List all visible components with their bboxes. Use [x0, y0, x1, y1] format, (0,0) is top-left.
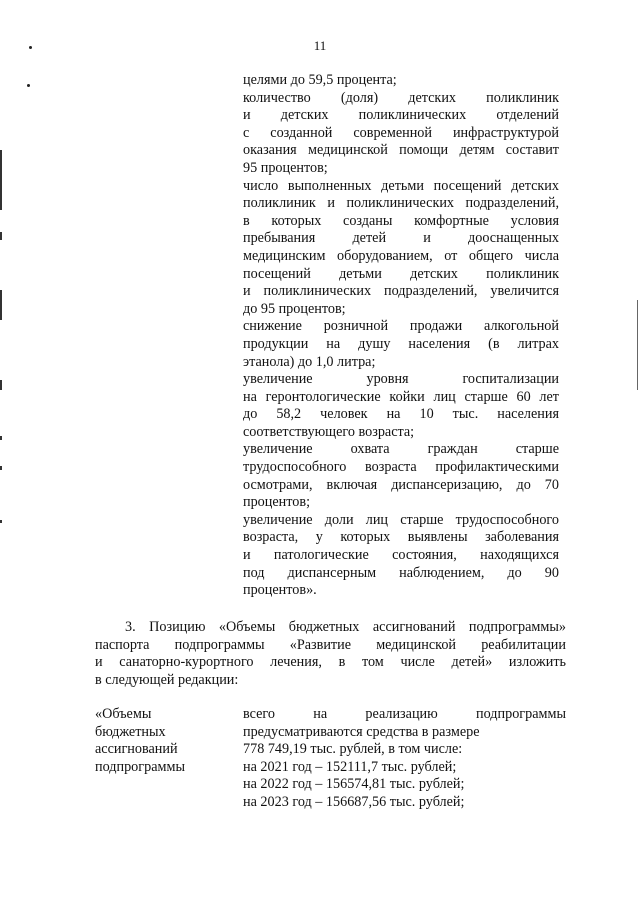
scan-edge-mark: [0, 466, 2, 470]
list-line: трудоспособного возраста профилактическими: [243, 459, 559, 476]
scan-dot: [29, 46, 32, 49]
list-line: и поликлинических подразделений, увеличится: [243, 283, 559, 300]
list-line: и детских поликлинических отделений: [243, 107, 559, 124]
value-line: на 2023 год – 156687,56 тыс. рублей;: [243, 793, 465, 810]
budget-value: [243, 706, 566, 812]
list-line: поликлиник и поликлинических подразделений,: [243, 195, 559, 212]
label-line: бюджетных: [95, 723, 166, 740]
list-line: число выполненных детьми посещений детских: [243, 177, 559, 194]
page-number: 11: [313, 38, 327, 53]
scan-edge-mark: [0, 436, 2, 440]
list-line: целями до 59,5 процента;: [243, 72, 397, 88]
list-line: осмотрами, включая диспансеризацию, до 70: [243, 476, 559, 493]
paragraph-line: 3. Позицию «Объемы бюджетных ассигнований подпрограммы»: [125, 619, 566, 635]
list-line: процентов».: [243, 582, 317, 599]
list-item: [243, 318, 559, 371]
list-line: в которых созданы комфортные условия: [243, 212, 559, 229]
list-line: посещений детьми детских поликлиник: [243, 265, 559, 282]
scan-dot: [27, 84, 30, 87]
value-line: на 2021 год – 152111,7 тыс. рублей;: [243, 758, 457, 775]
scan-edge-mark: [0, 520, 2, 523]
value-line: всего на реализацию подпрограммы: [243, 706, 566, 722]
list-line: соответствующего возраста;: [243, 423, 415, 440]
scan-edge-mark: [0, 290, 2, 320]
list-line: до 95 процентов;: [243, 300, 346, 317]
value-line: 778 749,19 тыс. рублей, в том числе:: [243, 741, 463, 758]
scan-edge-mark: [0, 380, 2, 390]
list-line: пребывания детей и дооснащенных: [243, 230, 559, 247]
list-line: на геронтологические койки лиц старше 60 лет: [243, 388, 559, 405]
list-line: под диспансерным наблюдением, до 90: [243, 564, 559, 581]
paragraph-line: паспорта подпрограммы «Развитие медицинской реабилитации: [95, 636, 566, 653]
label-line: «Объемы: [95, 706, 152, 722]
list-line: количество (доля) детских поликлиник: [243, 89, 559, 106]
paragraph-line: и санаторно-курортного лечения, в том числе детей» изложить: [95, 654, 566, 671]
list-line: оказания медицинской помощи детям составит: [243, 142, 559, 159]
list-line: этанола) до 1,0 литра;: [243, 353, 376, 370]
value-line: на 2022 год – 156574,81 тыс. рублей;: [243, 776, 465, 793]
list-line: медицинским оборудованием, от общего числа: [243, 247, 559, 264]
list-line: снижение розничной продажи алкогольной: [243, 318, 559, 335]
value-line: предусматриваются средства в размере: [243, 723, 480, 740]
list-line: возраста, у которых выявлены заболевания: [243, 529, 559, 546]
list-item: [243, 371, 559, 441]
goals-list: [243, 72, 559, 600]
scan-edge-mark: [637, 300, 638, 390]
scan-edge-mark: [0, 150, 2, 210]
list-item: [243, 72, 559, 90]
list-line: увеличение доли лиц старше трудоспособного: [243, 511, 559, 528]
list-item: [243, 512, 559, 600]
budget-label: [95, 706, 235, 776]
list-line: с созданной современной инфраструктурой: [243, 124, 559, 141]
list-line: до 58,2 человек на 10 тыс. населения: [243, 406, 559, 423]
list-item: [243, 441, 559, 511]
label-line: ассигнований: [95, 741, 178, 758]
list-line: процентов;: [243, 494, 311, 511]
paragraph-line: в следующей редакции:: [95, 671, 239, 688]
list-line: увеличение уровня госпитализации: [243, 371, 559, 388]
list-line: продукции на душу населения (в литрах: [243, 335, 559, 352]
label-line: подпрограммы: [95, 758, 185, 775]
amendment-paragraph: [95, 619, 566, 689]
scan-edge-mark: [0, 232, 2, 240]
list-line: и патологические состояния, находящихся: [243, 547, 559, 564]
list-item: [243, 90, 559, 178]
list-line: увеличение охвата граждан старше: [243, 441, 559, 458]
list-line: 95 процентов;: [243, 159, 328, 176]
list-item: [243, 178, 559, 319]
